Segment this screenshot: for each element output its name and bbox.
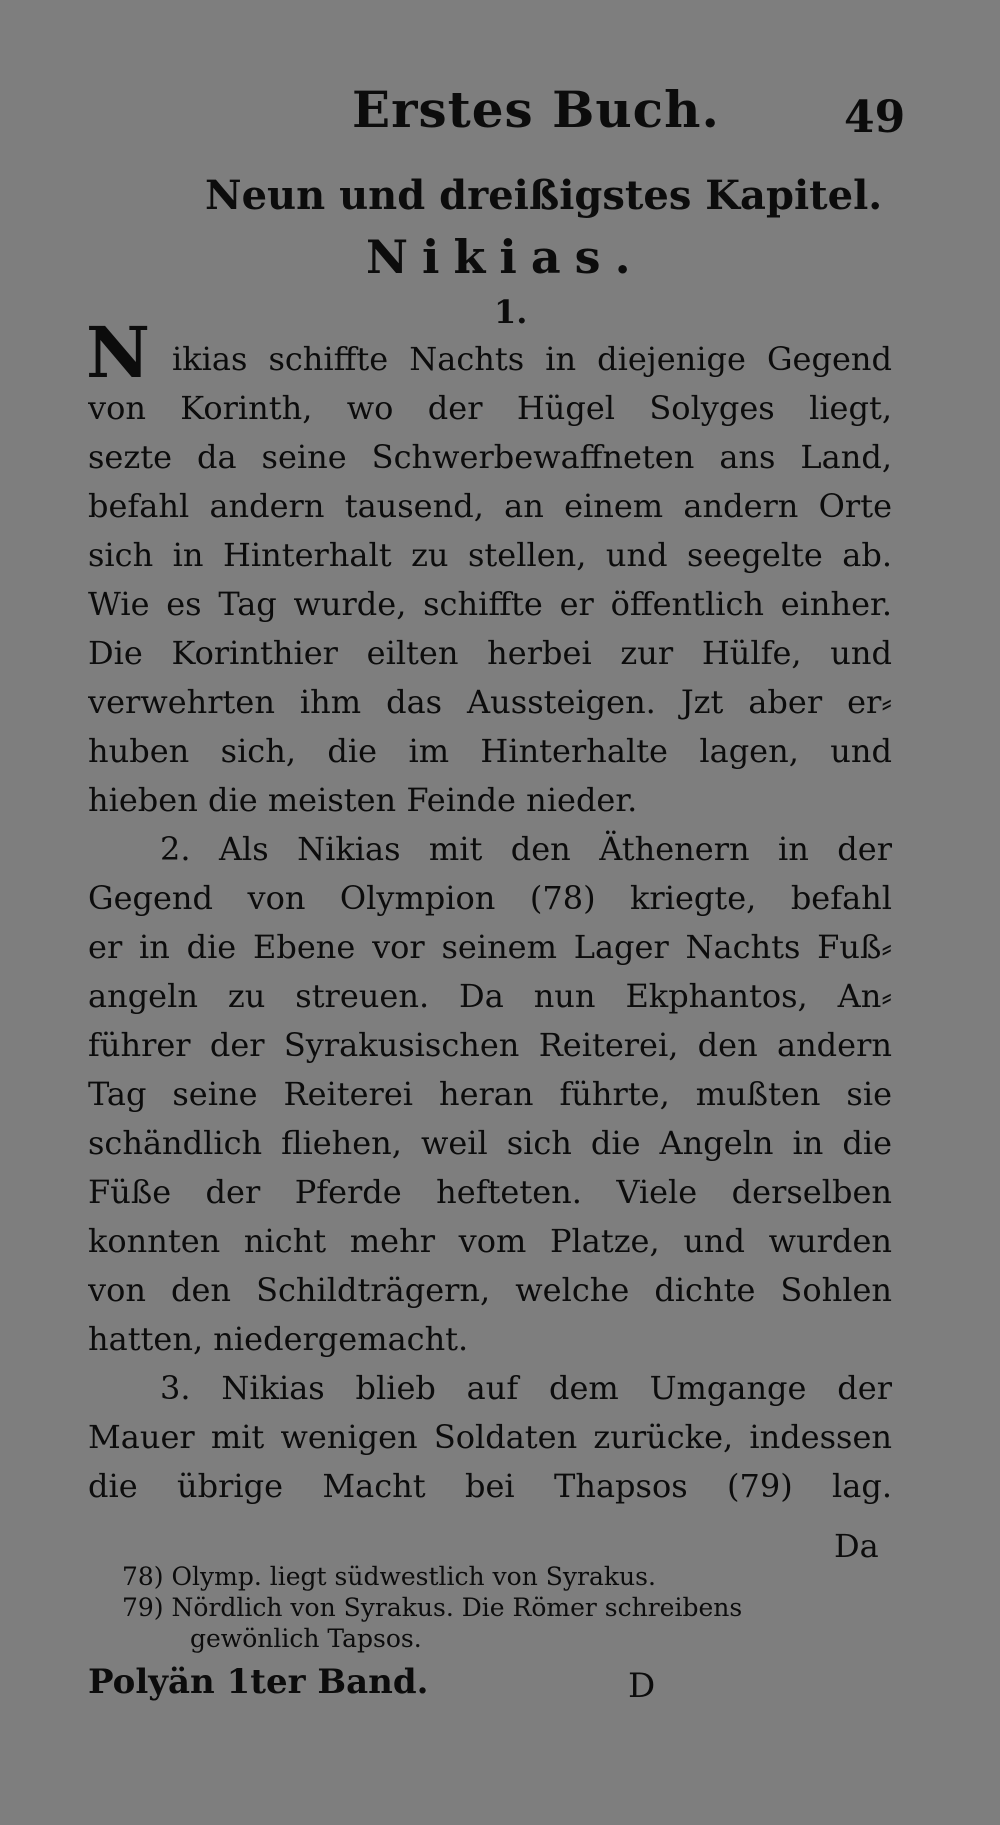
- text-line: Gegend von Olympion (78) kriegte, befahl: [88, 879, 892, 917]
- text-line: von Korinth, wo der Hügel Solyges liegt,: [88, 389, 892, 427]
- text-line: Wie es Tag wurde, schiffte er öffentlich einher.: [88, 585, 892, 623]
- signature-mark: D: [628, 1666, 656, 1706]
- catchword: Da: [834, 1527, 879, 1565]
- footnote-79-continued: gewönlich Tapsos.: [190, 1624, 422, 1653]
- text-line: Tag seine Reiterei heran führte, mußten sie: [88, 1075, 892, 1113]
- text-line: schändlich fliehen, weil sich die Angeln in die: [88, 1124, 892, 1162]
- text-line: hatten, niedergemacht.: [88, 1320, 469, 1358]
- drop-cap: N: [86, 311, 150, 394]
- text-line: sezte da seine Schwerbewaffneten ans Land,: [88, 438, 892, 476]
- text-line: befahl andern tausend, an einem andern Orte: [88, 487, 892, 525]
- text-line: Füße der Pferde hefteten. Viele derselben: [88, 1173, 892, 1211]
- chapter-title: Neun und dreißigstes Kapitel.: [205, 172, 883, 219]
- text-line: 2. Als Nikias mit den Äthenern in der: [160, 830, 892, 868]
- text-line: angeln zu streuen. Da nun Ekphantos, An⸗: [88, 977, 892, 1015]
- paragraph-number: 1.: [494, 293, 528, 331]
- text-line: huben sich, die im Hinterhalte lagen, und: [88, 732, 892, 770]
- text-line: von den Schildträgern, welche dichte Sohlen: [88, 1271, 892, 1309]
- text-line: verwehrten ihm das Aussteigen. Jzt aber er⸗: [88, 683, 892, 721]
- text-line: hieben die meisten Feinde nieder.: [88, 781, 638, 819]
- text-line: führer der Syrakusischen Reiterei, den andern: [88, 1026, 892, 1064]
- text-line: 3. Nikias blieb auf dem Umgange der: [160, 1369, 892, 1407]
- footnote-78: 78) Olymp. liegt südwestlich von Syrakus.: [122, 1562, 656, 1591]
- page-number: 49: [844, 92, 906, 143]
- text-line: ikias schiffte Nachts in diejenige Gegend: [172, 340, 892, 378]
- text-line: Die Korinthier eilten herbei zur Hülfe, und: [88, 634, 892, 672]
- text-line: konnten nicht mehr vom Platze, und wurden: [88, 1222, 892, 1260]
- printer-signature: Polyän 1ter Band.: [88, 1662, 429, 1702]
- running-head: Erstes Buch.: [352, 80, 720, 139]
- section-title: Nikias.: [366, 230, 645, 284]
- text-line: er in die Ebene vor seinem Lager Nachts Fuß⸗: [88, 928, 892, 966]
- text-line: Mauer mit wenigen Soldaten zurücke, indessen: [88, 1418, 892, 1456]
- text-line: sich in Hinterhalt zu stellen, und seegelte ab.: [88, 536, 892, 574]
- footnote-79: 79) Nördlich von Syrakus. Die Römer schreibens: [122, 1593, 743, 1622]
- text-line: die übrige Macht bei Thapsos (79) lag.: [88, 1467, 892, 1505]
